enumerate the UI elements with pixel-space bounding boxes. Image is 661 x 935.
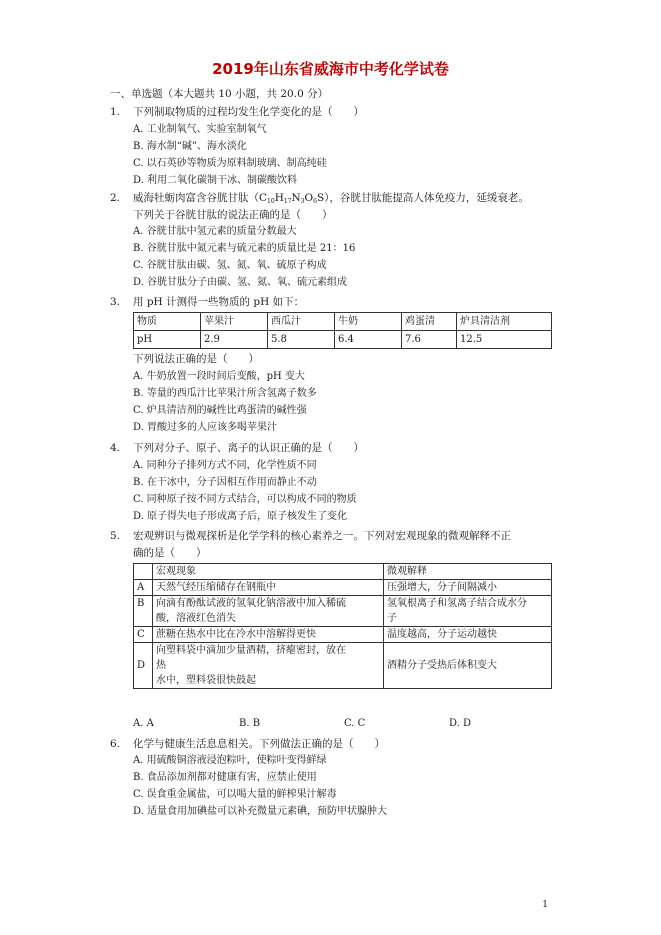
q6-stem: 化学与健康生活息息相关。下列做法正确的是（ ） bbox=[133, 738, 385, 750]
table-cell: 7.6 bbox=[402, 331, 457, 349]
table-cell: 向塑料袋中滴加少量酒精，挤瘪密封，放在 热 水中，塑料袋很快鼓起 bbox=[153, 643, 384, 689]
table-cell: 酒精分子受热后体积变大 bbox=[384, 643, 552, 689]
q2-option-c: C. 谷胱甘肽由碳、氢、氮、氧、硫原子构成 bbox=[133, 260, 327, 271]
table-cell: 微观解释 bbox=[384, 564, 552, 580]
q2-option-a: A. 谷胱甘肽中氢元素的质量分数最大 bbox=[133, 226, 297, 237]
table-row bbox=[134, 580, 552, 596]
section-heading: 一、单选题（本大题共 10 小题，共 20.0 分） bbox=[110, 88, 329, 100]
q3-option-c: C. 炉具清洁剂的碱性比鸡蛋清的碱性强 bbox=[133, 405, 307, 416]
q2-option-b: B. 谷胱甘肽中氮元素与硫元素的质量比是 21：16 bbox=[133, 243, 356, 254]
q4-option-c: C. 同种原子按不同方式结合，可以构成不同的物质 bbox=[133, 494, 357, 505]
q2-number: 2. bbox=[110, 192, 121, 204]
table-cell: 宏观现象 bbox=[153, 564, 384, 580]
table-cell: 物质 bbox=[134, 313, 201, 331]
q4-option-a: A. 同种分子排列方式不同，化学性质不同 bbox=[133, 460, 317, 471]
q4-number: 4. bbox=[110, 442, 121, 454]
table-cell: 蔗糖在热水中比在冷水中溶解得更快 bbox=[153, 627, 384, 643]
q5-answer-b: B. B bbox=[239, 718, 261, 729]
q4-option-d: D. 原子得失电子形成离子后，原子核发生了变化 bbox=[133, 511, 348, 522]
q1-option-b: B. 海水制“碱”、海水淡化 bbox=[133, 141, 247, 152]
table-row bbox=[134, 564, 552, 580]
table-cell: C bbox=[134, 627, 153, 643]
table-row bbox=[134, 313, 552, 331]
q5-number: 5. bbox=[110, 530, 121, 542]
q6-option-b: B. 食品添加剂都对健康有害，应禁止使用 bbox=[133, 772, 317, 783]
q3-option-b: B. 等量的西瓜汁比苹果汁所含氢离子数多 bbox=[133, 388, 317, 399]
table-cell: 西瓜汁 bbox=[268, 313, 335, 331]
q1-stem: 下列制取物质的过程均发生化学变化的是（ ） bbox=[133, 106, 364, 118]
q6-option-a: A. 用硫酸铜溶液浸泡粽叶，使粽叶变得鲜绿 bbox=[133, 755, 327, 766]
q1-option-c: C. 以石英砂等物质为原料制玻璃、制高纯硅 bbox=[133, 158, 327, 169]
table-cell: 6.4 bbox=[335, 331, 402, 349]
table-cell: 炉具清洁剂 bbox=[457, 313, 552, 331]
q1-option-d: D. 利用二氧化碳制干冰、制碳酸饮料 bbox=[133, 175, 298, 186]
table-cell: 苹果汁 bbox=[201, 313, 268, 331]
q1-option-a: A. 工业制氧气、实验室制氧气 bbox=[133, 124, 267, 135]
q3-stem-line2: 下列说法正确的是（ ） bbox=[133, 353, 259, 365]
q5-stem: 宏观辨识与微观探析是化学学科的核心素养之一。下列对宏观现象的微观解释不正 bbox=[133, 530, 511, 542]
table-cell: 向滴有酚酞试液的氢氧化钠溶液中加入稀硫 酸，溶液红色消失 bbox=[153, 596, 384, 627]
ph-table bbox=[133, 312, 552, 349]
q4-stem: 下列对分子、原子、离子的认识正确的是（ ） bbox=[133, 442, 364, 454]
q2-option-d: D. 谷胱甘肽分子由碳、氢、氮、氧、硫元素组成 bbox=[133, 277, 348, 288]
table-cell: pH bbox=[134, 331, 201, 349]
q6-option-c: C. 误食重金属盐，可以喝大量的鲜榨果汁解毒 bbox=[133, 789, 337, 800]
q3-number: 3. bbox=[110, 296, 121, 308]
table-cell: B bbox=[134, 596, 153, 627]
q5-stem-line2: 确的是（ ） bbox=[133, 547, 207, 559]
q5-answer-c: C. C bbox=[344, 718, 366, 729]
q1-number: 1. bbox=[110, 106, 121, 118]
q3-option-d: D. 胃酸过多的人应该多喝苹果汁 bbox=[133, 422, 278, 433]
table-row bbox=[134, 627, 552, 643]
q6-option-d: D. 适量食用加碘盐可以补充微量元素碘，预防甲状腺肿大 bbox=[133, 806, 388, 817]
q5-answer-d: D. D bbox=[449, 718, 472, 729]
table-cell: 天然气经压缩储存在钢瓶中 bbox=[153, 580, 384, 596]
table-cell: 5.8 bbox=[268, 331, 335, 349]
table-cell: 鸡蛋清 bbox=[402, 313, 457, 331]
page-title: 2019年山东省威海市中考化学试卷 bbox=[212, 60, 449, 78]
table-row bbox=[134, 596, 552, 627]
table-cell: 温度越高，分子运动越快 bbox=[384, 627, 552, 643]
q6-number: 6. bbox=[110, 738, 121, 750]
q3-stem: 用 pH 计测得一些物质的 pH 如下： bbox=[133, 296, 305, 308]
table-cell: 2.9 bbox=[201, 331, 268, 349]
table-cell: 压强增大，分子间隔减小 bbox=[384, 580, 552, 596]
table-cell: D bbox=[134, 643, 153, 689]
q5-answer-a: A. A bbox=[133, 718, 154, 729]
table-cell: 12.5 bbox=[457, 331, 552, 349]
q3-option-a: A. 牛奶放置一段时间后变酸，pH 变大 bbox=[133, 371, 305, 382]
table-cell: 氢氧根离子和氢离子结合成水分 子 bbox=[384, 596, 552, 627]
table-row bbox=[134, 331, 552, 349]
table-cell bbox=[134, 564, 153, 580]
q4-option-b: B. 在干冰中，分子因相互作用而静止不动 bbox=[133, 477, 317, 488]
q2-stem-line2: 下列关于谷胱甘肽的说法正确的是（ ） bbox=[133, 209, 333, 221]
q2-stem: 威海牡蛎肉富含谷胱甘肽$(C_{10}H_{17}N_3O_6S)$，谷胱甘肽能提高人体免疫力，延缓衰老。 bbox=[133, 192, 529, 205]
table-cell: A bbox=[134, 580, 153, 596]
table-row bbox=[134, 643, 552, 689]
page-number: 1 bbox=[542, 900, 548, 910]
table-cell: 牛奶 bbox=[335, 313, 402, 331]
macro-micro-table bbox=[133, 563, 552, 689]
